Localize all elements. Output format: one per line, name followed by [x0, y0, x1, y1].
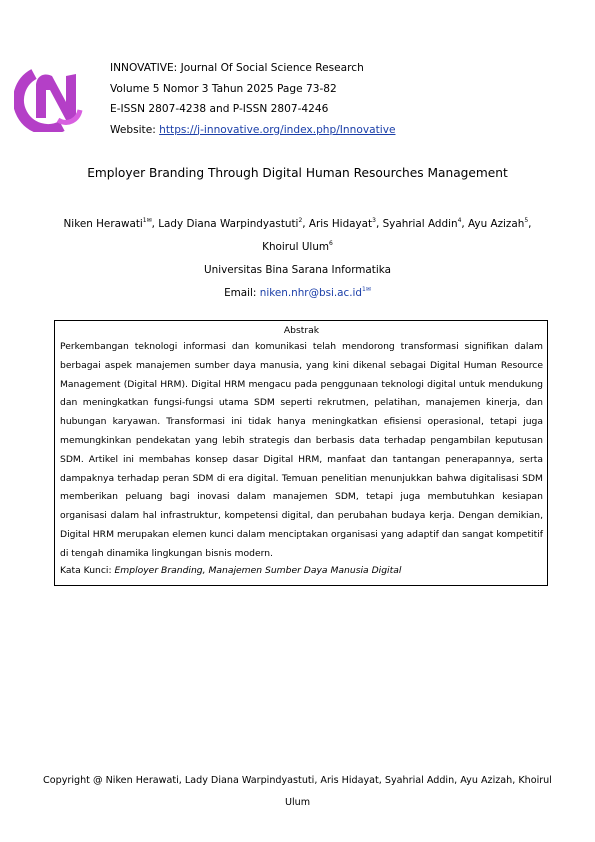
author-mark: 1✉ — [142, 217, 152, 224]
website-link[interactable]: https://j-innovative.org/index.php/Innovative — [159, 123, 396, 136]
author-name: Syahrial Addin — [382, 218, 458, 230]
abstract-body: Perkembangan teknologi informasi dan komunikasi telah mendorong transformasi signifikan dalam berbagai aspek manajemen sumber daya manusia, yang kini dikenal sebagai Digital Human Resource Management (Digital HRM). Digital HRM mengacu pada penggunaan teknologi digital untuk mendukung dan meningkatkan fungsi-fungsi utama SDM seperti rekrutmen, pelatihan, manajemen kinerja, dan hubungan karyawan. Transformasi ini tidak hanya meningkatkan efisiensi operasional, tetapi juga memungkinkan pendekatan yang lebih strategis dan berbasis data terhadap pengambilan keputusan SDM. Artikel ini membahas konsep dasar Digital HRM, manfaat dan tantangan penerapannya, serta dampaknya terhadap peran SDM di era digital. Temuan penelitian menunjukkan bahwa digitalisasi SDM memberikan peluang bagi inovasi dalam manajemen SDM, tetapi juga membutuhkan kesiapan organisasi dalam hal infrastruktur, kompetensi digital, dan perubahan budaya kerja. Dengan demikian, Digital HRM merupakan elemen kunci dalam menciptakan organisasi yang adaptif dan sangat kompetitif di tengah dinamika lingkungan bisnis modern. — [60, 341, 543, 559]
keywords-line — [60, 564, 543, 578]
journal-name: INNOVATIVE: Journal Of Social Science Research — [110, 62, 364, 74]
author-mark: 4 — [457, 217, 462, 224]
author-name: Lady Diana Warpindyastuti — [158, 218, 299, 230]
keywords-label: Kata Kunci: — [60, 564, 115, 576]
email-link[interactable]: niken.nhr@bsi.ac.id — [259, 287, 363, 299]
journal-volume: Volume 5 Nomor 3 Tahun 2025 Page 73-82 — [110, 82, 337, 95]
email-line — [40, 282, 555, 305]
journal-logo — [14, 62, 86, 132]
author-mark: 3 — [372, 217, 376, 224]
website-label: Website: — [110, 123, 160, 136]
journal-website — [110, 120, 395, 141]
author-line: Niken Herawati$^{1✉}$, Lady Diana Warpindyastuti$^2$, Aris Hidayat$^3$, Syahrial Addin$^4$, Ayu Azizah$^5$, — [63, 217, 532, 230]
affiliation: Universitas Bina Sarana Informatika — [204, 264, 391, 276]
author-block — [40, 213, 555, 305]
logo-letter — [36, 74, 76, 120]
abstract-box — [54, 320, 548, 586]
email-mark: 1✉ — [362, 286, 371, 293]
author-name: Ayu Azizah — [468, 218, 525, 230]
author-mark: 5 — [524, 217, 529, 224]
author-name: Niken Herawati — [63, 218, 143, 230]
author-line — [40, 236, 555, 259]
article-title: Employer Branding Through Digital Human Resourches Management — [87, 166, 508, 180]
email-label: Email: — [224, 287, 260, 299]
copyright-footer: Copyright @ Niken Herawati, Lady Diana Warpindyastuti, Aris Hidayat, Syahrial Addin, Ayu Azizah, Khoirul Ulum — [43, 775, 552, 808]
keywords-text: Employer Branding, Manajemen Sumber Daya Manusia Digital — [114, 564, 402, 576]
journal-issn: E-ISSN 2807-4238 and P-ISSN 2807-4246 — [110, 103, 329, 115]
author-mark: 6 — [329, 240, 333, 247]
abstract-heading: Abstrak — [283, 325, 320, 336]
author-name: Aris Hidayat — [308, 218, 373, 230]
author-mark: 2 — [298, 217, 303, 224]
author-name: Khoirul Ulum — [262, 241, 330, 253]
journal-info — [110, 58, 395, 140]
